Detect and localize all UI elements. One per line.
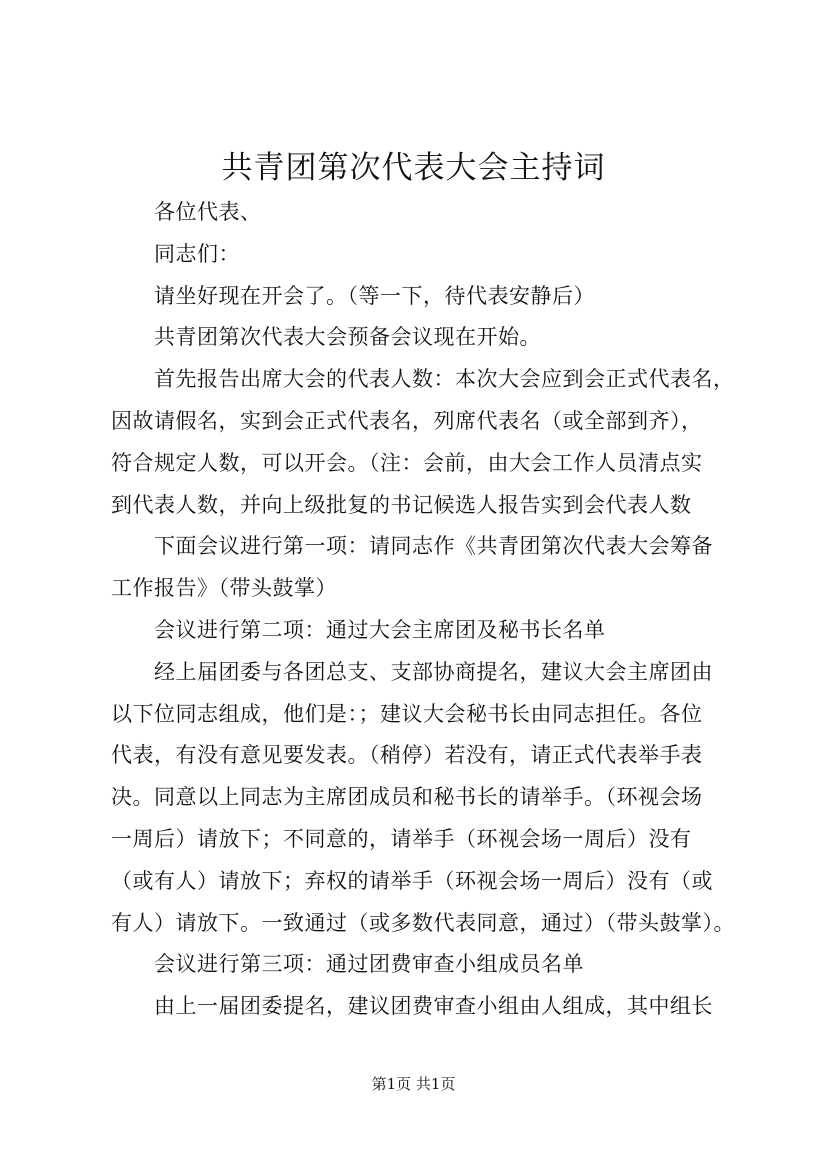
- page-footer: 第1页 共1页: [371, 1075, 456, 1093]
- text-line: 共青团第次代表大会预备会议现在开始。: [154, 325, 541, 350]
- text-line: 工作报告》（带头鼓掌）: [111, 576, 337, 601]
- text-line: 有人）请放下。一致通过（或多数代表同意，通过）（带头鼓掌）。: [111, 910, 735, 935]
- text-line: 符合规定人数，可以开会。（注：会前，由大会工作人员清点实: [111, 450, 703, 475]
- text-line: 请坐好现在开会了。（等一下，待代表安静后）: [154, 283, 595, 308]
- text-line: 下面会议进行第一项：请同志作《共青团第次代表大会筹备: [154, 534, 713, 559]
- text-line: （或有人）请放下；弃权的请举手（环视会场一周后）没有（或: [111, 868, 713, 893]
- text-line: 决。同意以上同志为主席团成员和秘书长的请举手。（环视会场: [111, 785, 703, 810]
- text-line: 由上一届团委提名，建议团费审查小组由人组成，其中组长: [154, 994, 713, 1019]
- text-line: 会议进行第三项：通过团费审查小组成员名单: [154, 952, 584, 977]
- text-line: 经上届团委与各团总支、支部协商提名，建议大会主席团由: [154, 659, 713, 684]
- text-line: 首先报告出席大会的代表人数：本次大会应到会正式代表名，: [154, 367, 735, 392]
- text-line: 一周后）请放下；不同意的，请举手（环视会场一周后）没有: [111, 826, 692, 851]
- text-line: 代表，有没有意见要发表。（稍停）若没有，请正式代表举手表: [111, 743, 703, 768]
- text-line: 会议进行第二项：通过大会主席团及秘书长名单: [154, 617, 606, 642]
- text-line: 同志们：: [154, 241, 240, 266]
- text-line: 到代表人数，并向上级批复的书记候选人报告实到会代表人数: [111, 492, 692, 517]
- document-title: 共青团第次代表大会主持词: [221, 150, 606, 186]
- document-body: [111, 192, 751, 1028]
- text-line: 因故请假名，实到会正式代表名，列席代表名（或全部到齐），: [111, 408, 703, 433]
- text-line: 各位代表、: [154, 200, 262, 224]
- text-line: 以下位同志组成，他们是：；建议大会秘书长由同志担任。各位: [111, 701, 703, 726]
